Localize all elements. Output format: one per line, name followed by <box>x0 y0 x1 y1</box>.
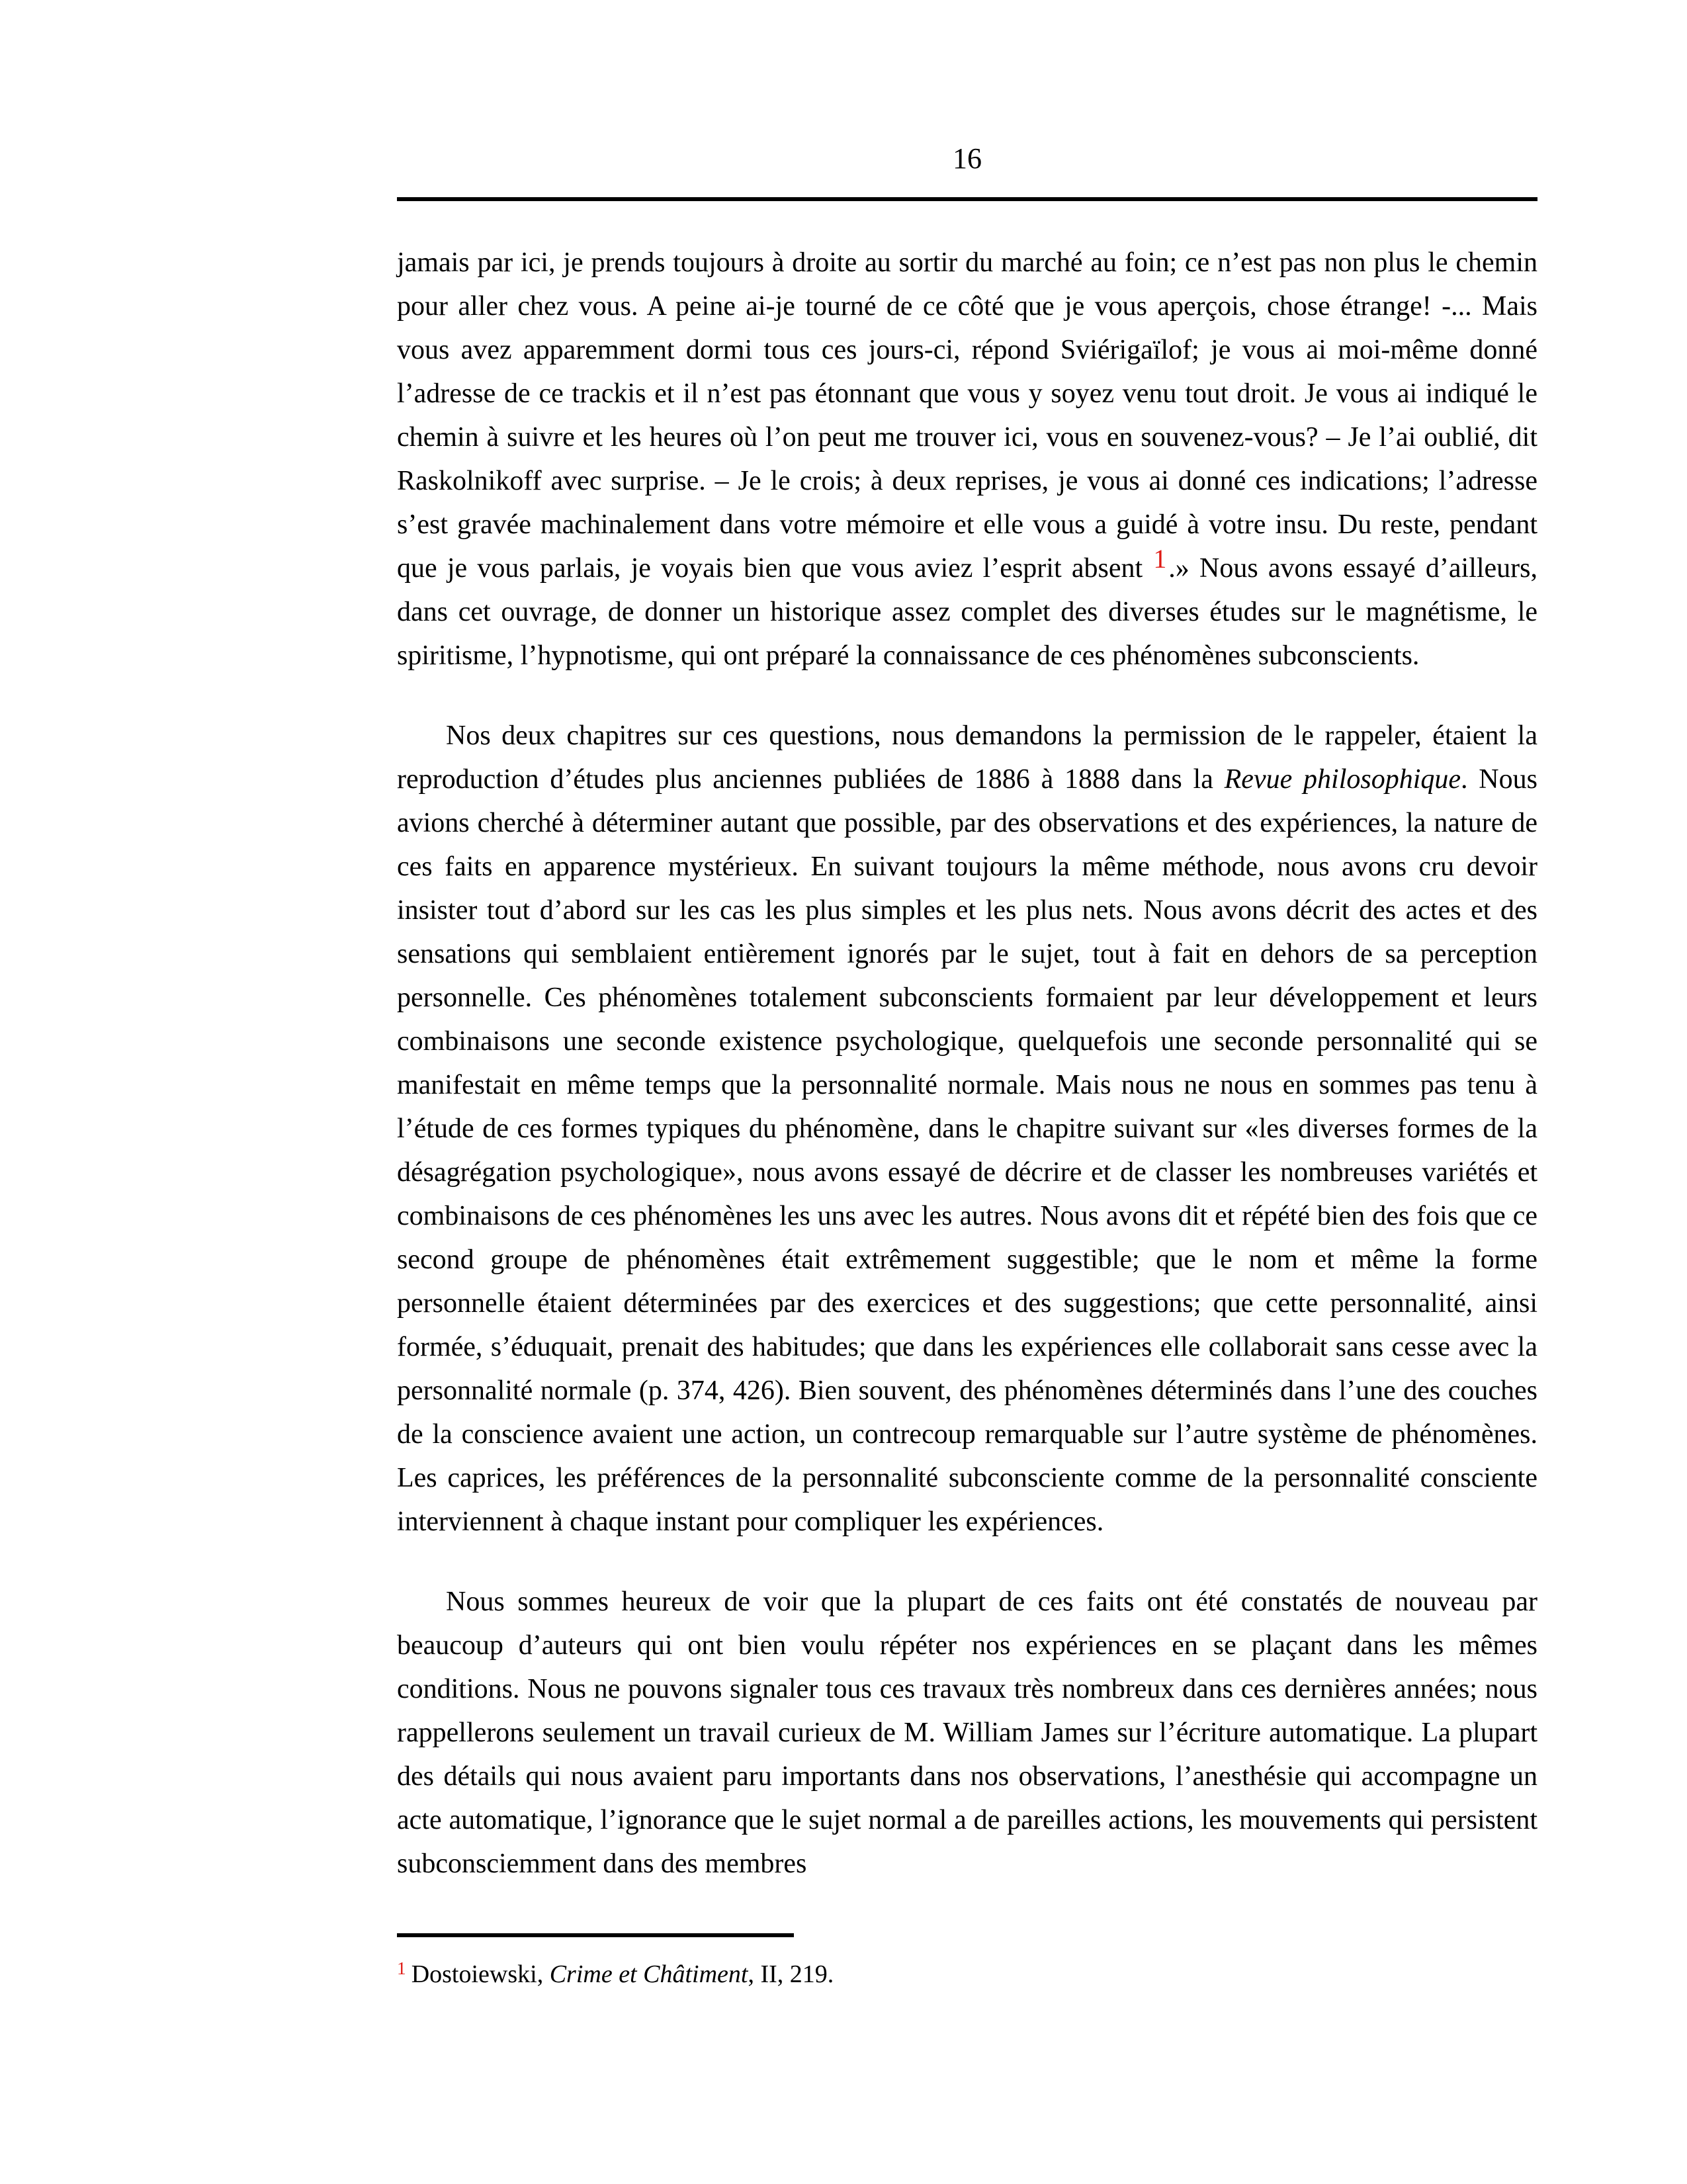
paragraph <box>397 241 1537 677</box>
page-number: 16 <box>953 142 982 175</box>
footnote-text <box>411 1960 834 1988</box>
text-run: Nos deux chapitres sur ces questions, nous demandons la permission de le rappeler, étaient la reproduction d’études plus anciennes publiées de 1886 à 1888 dans la <box>397 721 1537 795</box>
footnote-separator-rule <box>397 1933 794 1937</box>
text-run: . Nous avions cherché à déterminer autant que possible, par des observations et des expériences, la nature de ces faits en apparence mystérieux. En suivant toujours la même méthode, nous avons cru devoir insister tout d’abord sur les cas les plus simples et les plus nets. Nous avons décrit des actes et des sensations qui semblaient entièrement ignorés par le sujet, tout à fait en dehors de sa perception personnelle. Ces phénomènes totalement subconscients formaient par leur développement et leurs combinaisons une seconde existence psychologique, quelquefois une seconde personnalité qui se manifestait en même temps que la personnalité normale. Mais nous ne nous en sommes pas tenu à l’étude de ces formes typiques du phénomène, dans le chapitre suivant sur «les diverses formes de la désagrégation psychologique», nous avons essayé de décrire et de classer les nombreuses variétés et combinaisons de ces phénomènes les uns avec les autres. Nous avons dit et répété bien des fois que ce second groupe de phénomènes était extrêmement suggestible; que le nom et même la forme personnelle étaient déterminées par des exercices et des suggestions; que cette personnalité, ainsi formée, s’éduquait, prenait des habitudes; que dans les expériences elle collaborait sans cesse avec la personnalité normale (p. 374, 426). Bien souvent, des phénomènes déterminés dans l’une des couches de la conscience avaient une action, un contrecoup remarquable sur l’autre système de phénomènes. Les caprices, les préférences de la personnalité subconsciente comme de la personnalité consciente interviennent à chaque instant pour compliquer les expériences. <box>397 764 1537 1537</box>
text-run: Nous sommes heureux de voir que la plupart de ces faits ont été constatés de nouveau par beaucoup d’auteurs qui ont bien voulu répéter nos expériences en se plaçant dans les mêmes conditions. Nous ne pouvons signaler tous ces travaux très nombreux dans ces dernières années; nous rappellerons seulement un travail curieux de M. William James sur l’écriture automatique. La plupart des détails qui nous avaient paru importants dans nos observations, l’anesthésie qui accompagne un acte automatique, l’ignorance que le sujet normal a de pareilles actions, les mouvements qui persistent subconsciemment dans des membres <box>397 1587 1537 1879</box>
header-rule <box>397 197 1537 201</box>
text-run: Revue philosophique <box>1224 764 1461 795</box>
text-column <box>397 0 1537 1886</box>
footnote-block <box>397 1933 1537 1993</box>
text-run: , II, 219. <box>748 1960 834 1988</box>
text-run: .» Nous avons essayé d’ailleurs, dans cet ouvrage, de donner un historique assez complet des diverses études sur le magnétisme, le spiritisme, l’hypnotisme, qui ont préparé la connaissance de ces phénomènes subconscients. <box>397 553 1538 671</box>
paragraph <box>397 1580 1537 1886</box>
footnote <box>397 1956 1537 1993</box>
text-run: Dostoiewski, <box>411 1960 550 1988</box>
footnote-reference-marker: 1 <box>1153 544 1167 574</box>
text-run: jamais par ici, je prends toujours à droite au sortir du marché au foin; ce n’est pas non plus le chemin pour aller chez vous. A peine ai-je tourné de ce côté que je vous aperçois, chose étrange! -... Mais vous avez apparemment dormi tous ces jours-ci, répond Sviérigaïlof; je vous ai moi-même donné l’adresse de ce trackis et il n’est pas étonnant que vous y soyez venu tout droit. Je vous ai indiqué le chemin à suivre et les heures où l’on peut me trouver ici, vous en souvenez-vous? – Je l’ai oublié, dit Raskolnikoff avec surprise. – Je le crois; à deux reprises, je vous ai donné ces indications; l’adresse s’est gravée machinalement dans votre mémoire et elle vous a guidé à votre insu. Du reste, pendant que je vous parlais, je voyais bien que vous aviez l’esprit absent <box>397 247 1537 584</box>
footnote-marker: 1 <box>397 1958 406 1978</box>
body-text <box>397 241 1537 1886</box>
text-run: Crime et Châtiment <box>549 1960 748 1988</box>
paragraph <box>397 714 1537 1544</box>
